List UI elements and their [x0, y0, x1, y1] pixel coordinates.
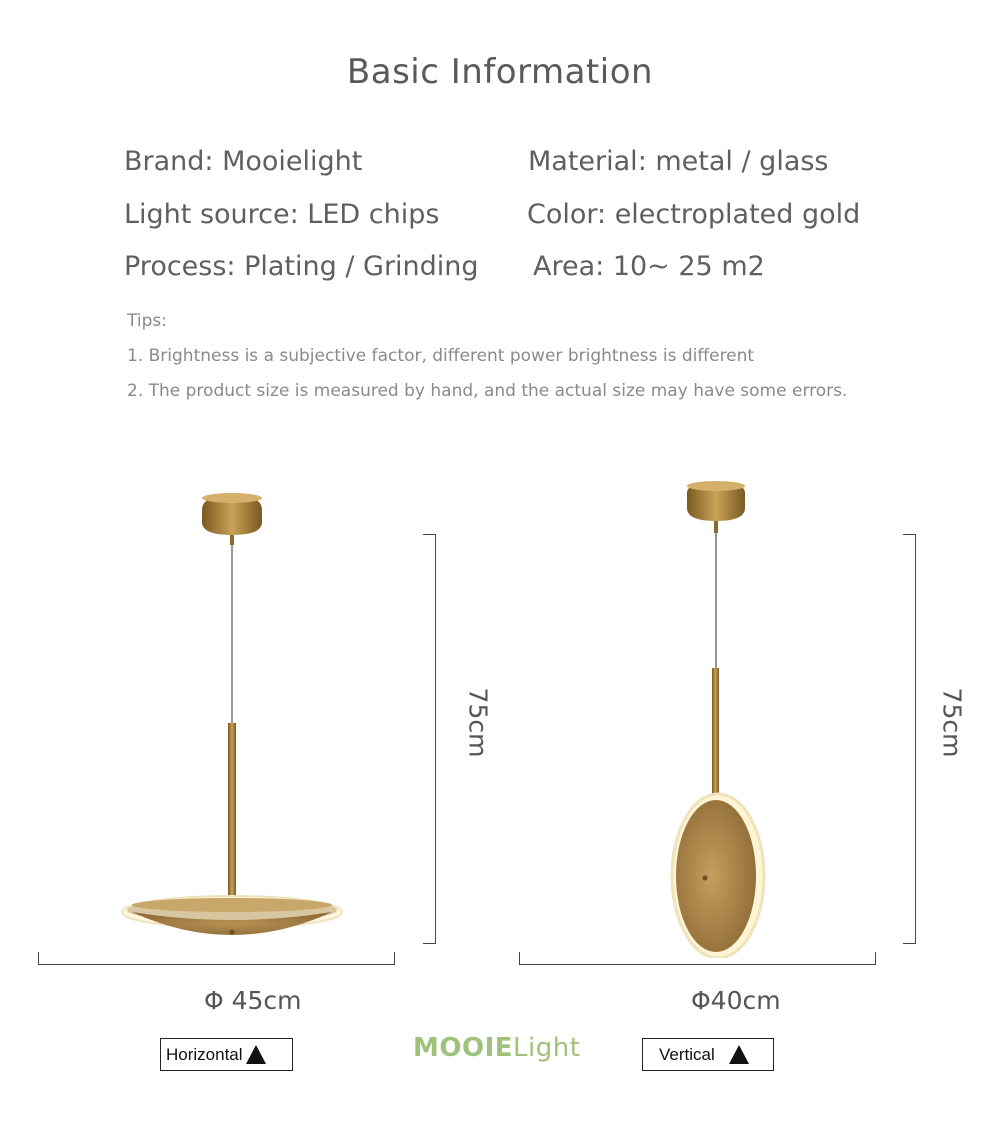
tips-heading: Tips:: [127, 311, 167, 331]
horizontal-label-box: [160, 1038, 293, 1071]
height-dimension-left: [423, 534, 436, 944]
height-dimension-right: [903, 534, 916, 944]
vertical-pendant-image: [660, 478, 780, 958]
diameter-dimension-left: [38, 952, 395, 965]
diameter-label-left: Φ 45cm: [204, 986, 302, 1015]
triangle-icon: [246, 1045, 266, 1064]
height-label-right: 75cm: [937, 687, 967, 758]
vertical-label: Vertical: [659, 1044, 715, 1064]
diameter-dimension-right: [519, 952, 876, 965]
brand-logo: [413, 1033, 580, 1063]
height-label-left: 75cm: [463, 687, 493, 758]
diameter-label-right: Φ40cm: [691, 986, 781, 1015]
tip-item-1: 1. Brightness is a subjective factor, different power brightness is different: [127, 346, 755, 366]
spec-process: Process: Plating / Grinding: [124, 251, 479, 282]
spec-brand: Brand: Mooielight: [124, 146, 363, 177]
page-title: Basic Information: [346, 52, 654, 92]
vertical-label-box: [642, 1038, 774, 1071]
logo-text-mooie: MOOIE: [413, 1033, 514, 1063]
spec-area: Area: 10~ 25 m2: [533, 251, 765, 282]
spec-light-source: Light source: LED chips: [124, 199, 440, 230]
horizontal-label: Horizontal: [166, 1044, 243, 1064]
spec-material: Material: metal / glass: [528, 146, 829, 177]
tip-item-2: 2. The product size is measured by hand, and the actual size may have some errors.: [127, 381, 848, 401]
spec-color: Color: electroplated gold: [527, 199, 861, 230]
logo-text-light: Light: [513, 1033, 581, 1063]
triangle-icon: [729, 1045, 749, 1064]
horizontal-pendant-image: [110, 480, 360, 950]
